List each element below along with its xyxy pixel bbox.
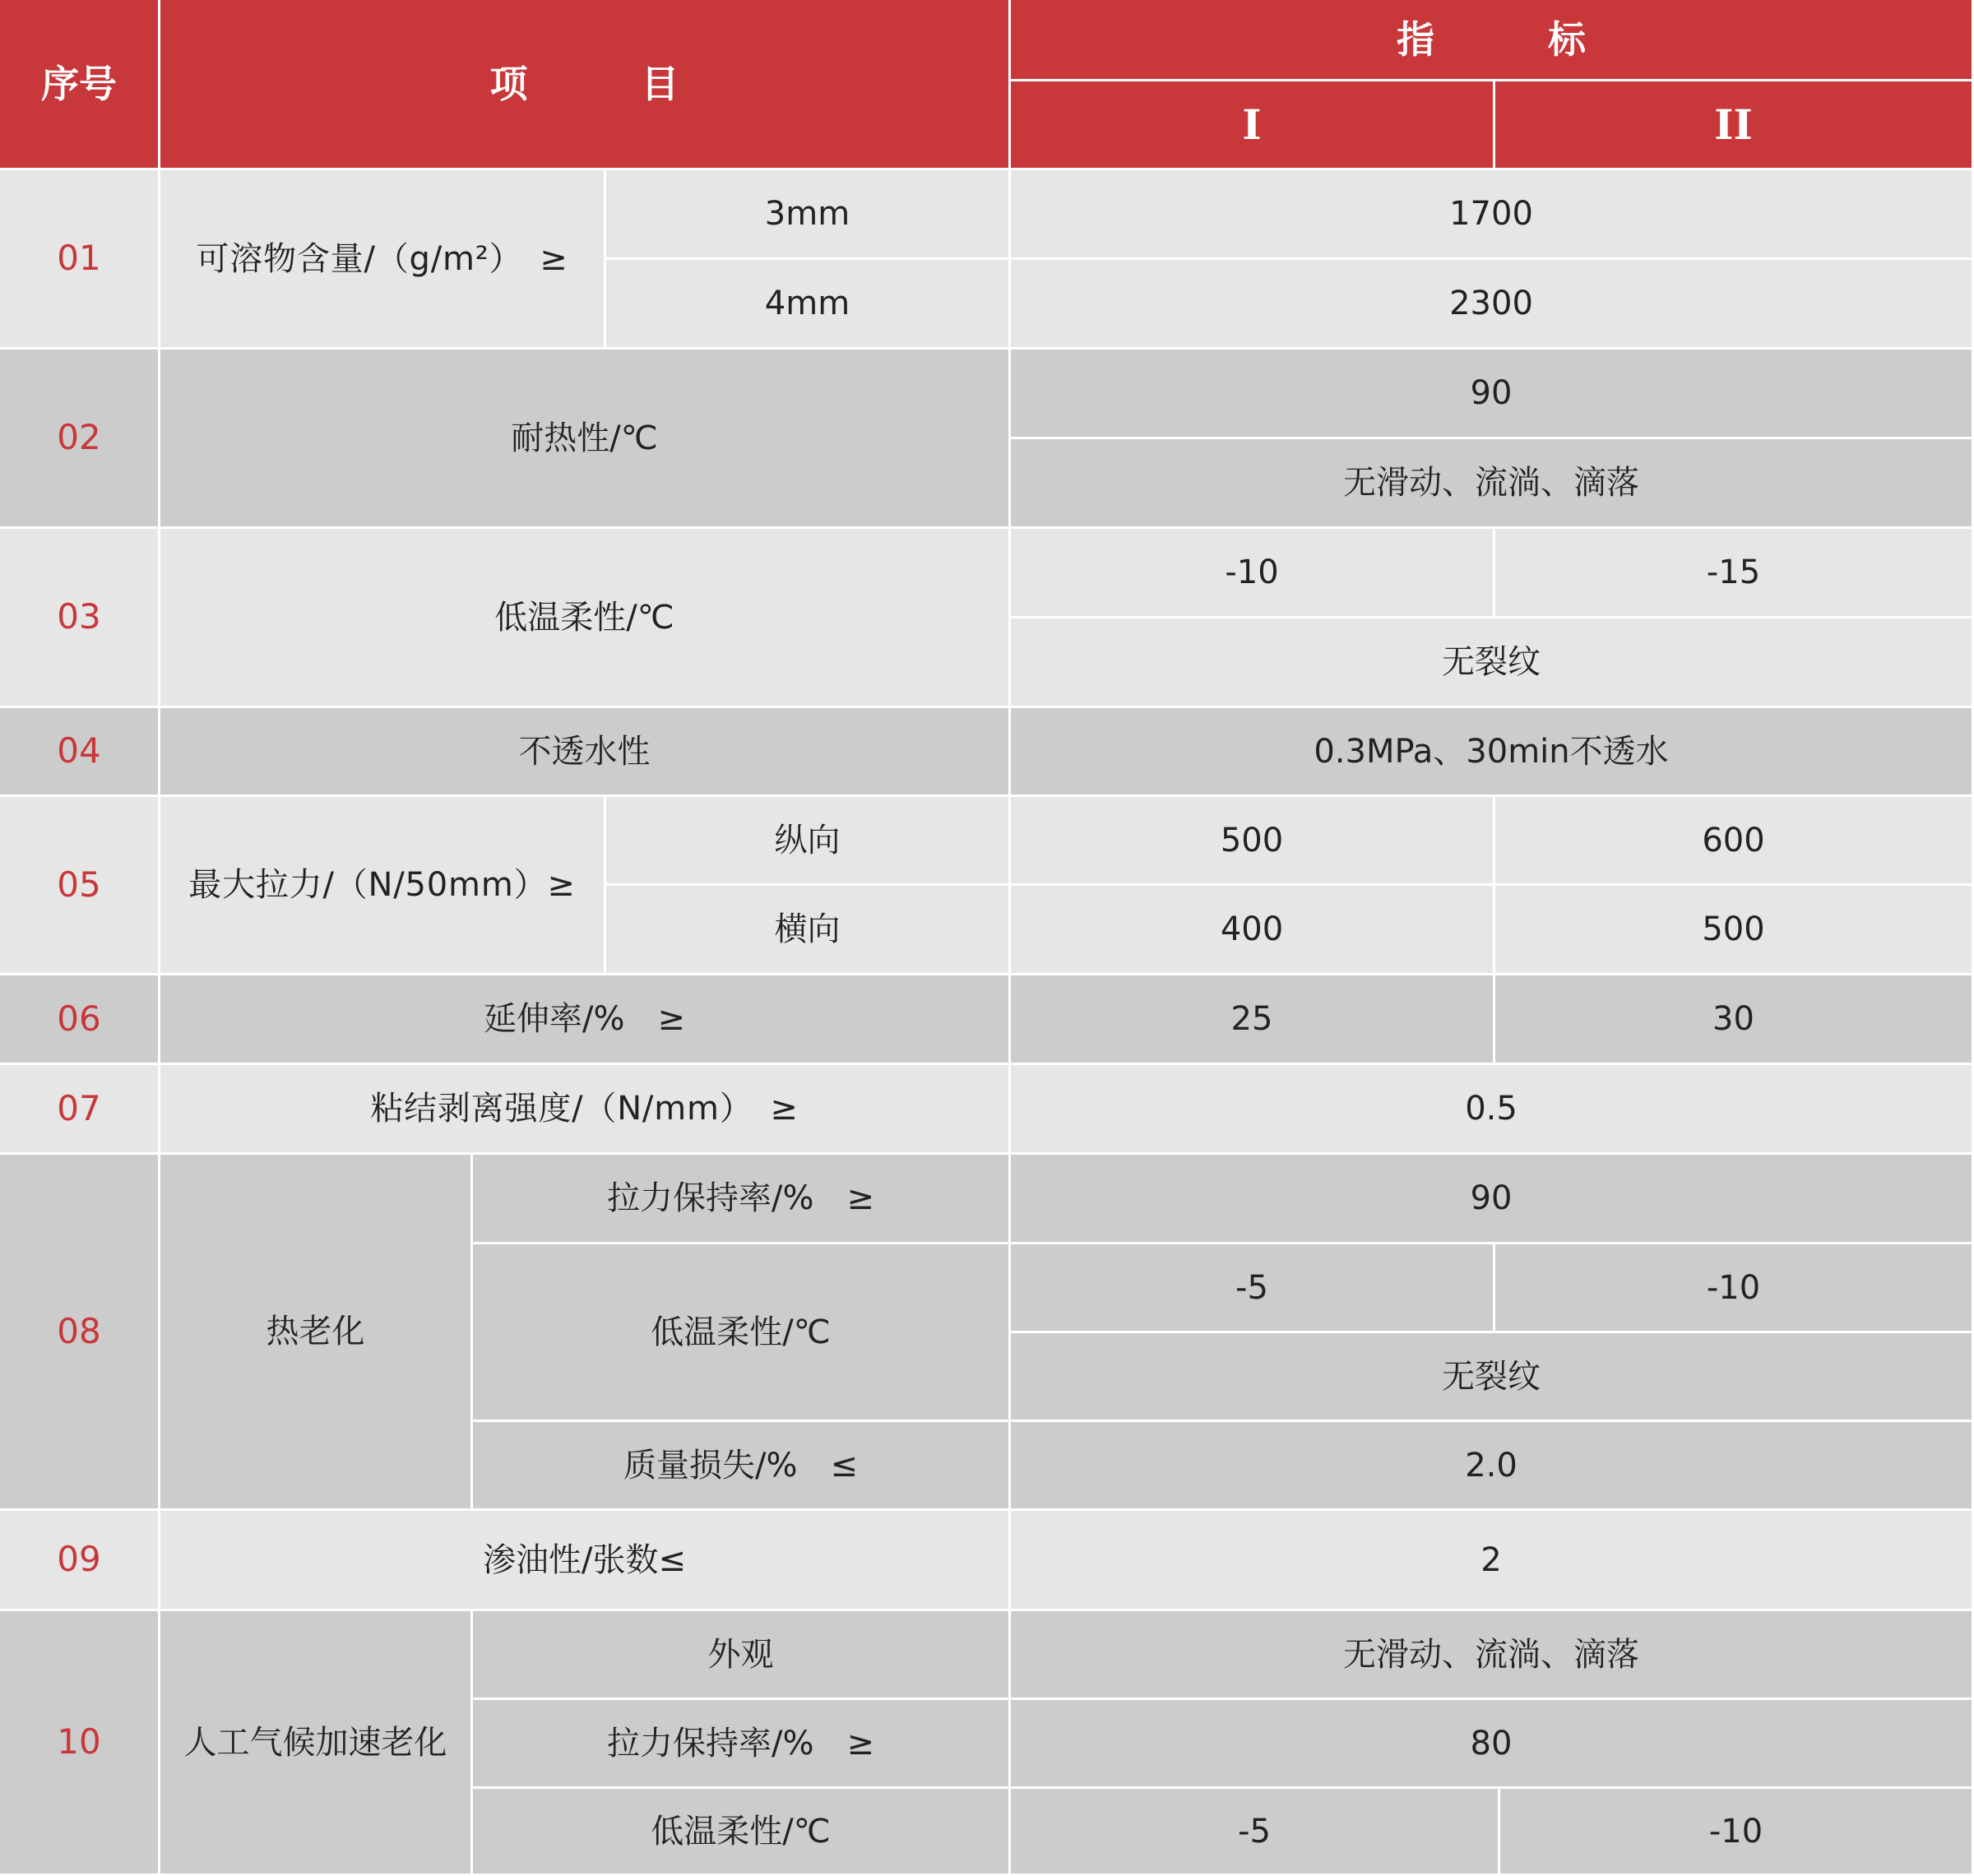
row-04-no: 04: [0, 708, 160, 797]
row-01-sub-1-value: 1700: [1011, 170, 1974, 260]
row-03-no: 03: [0, 529, 160, 708]
row-08-item: 热老化: [160, 1155, 473, 1511]
row-05-sub-1-label: 纵向: [606, 797, 1011, 886]
header-seq: 序号: [0, 0, 160, 170]
row-08-sub-3-label: 质量损失/% ≤: [473, 1422, 1011, 1511]
row-01-sub-2-value: 2300: [1011, 260, 1974, 350]
header-grade-1: I: [1011, 81, 1495, 170]
row-05-sub-2-grade-1: 400: [1011, 886, 1495, 975]
row-10-sub-2-label: 拉力保持率/% ≥: [473, 1700, 1011, 1789]
row-09-item: 渗油性/张数≤: [160, 1511, 1011, 1611]
row-02-no: 02: [0, 350, 160, 529]
row-10-sub-3-grade-1: -5: [1011, 1789, 1500, 1876]
row-10-sub-1-value: 无滑动、流淌、滴落: [1011, 1611, 1974, 1700]
row-08-sub-2-grade-2: -10: [1495, 1244, 1974, 1333]
row-10-sub-2-value: 80: [1011, 1700, 1974, 1789]
row-10-sub-3-grade-2: -10: [1500, 1789, 1974, 1876]
row-08-sub-2-note: 无裂纹: [1011, 1333, 1974, 1422]
row-04-item: 不透水性: [160, 708, 1011, 797]
row-06-item: 延伸率/% ≥: [160, 975, 1011, 1065]
row-09-value: 2: [1011, 1511, 1974, 1611]
row-03-note: 无裂纹: [1011, 618, 1974, 708]
row-04-value: 0.3MPa、30min不透水: [1011, 708, 1974, 797]
row-05-sub-2-label: 横向: [606, 886, 1011, 975]
header-item: 项 目: [160, 0, 1011, 170]
row-10-sub-1-label: 外观: [473, 1611, 1011, 1700]
row-10-item: 人工气候加速老化: [160, 1611, 473, 1876]
row-07-value: 0.5: [1011, 1065, 1974, 1155]
row-06-grade-2: 30: [1495, 975, 1974, 1065]
row-02-item: 耐热性/℃: [160, 350, 1011, 529]
row-08-sub-2-grade-1: -5: [1011, 1244, 1495, 1333]
row-06-no: 06: [0, 975, 160, 1065]
row-06-grade-1: 25: [1011, 975, 1495, 1065]
row-07-no: 07: [0, 1065, 160, 1155]
row-08-sub-2-label: 低温柔性/℃: [473, 1244, 1011, 1422]
header-index: 指 标: [1011, 0, 1974, 81]
row-01-sub-2-label: 4mm: [606, 260, 1011, 350]
row-05-sub-1-grade-1: 500: [1011, 797, 1495, 886]
row-08-no: 08: [0, 1155, 160, 1511]
row-02-note: 无滑动、流淌、滴落: [1011, 439, 1974, 529]
row-05-item: 最大拉力/（N/50mm）≥: [160, 797, 606, 975]
header-grade-2: II: [1495, 81, 1974, 170]
row-03-grade-1: -10: [1011, 529, 1495, 618]
row-05-sub-2-grade-2: 500: [1495, 886, 1974, 975]
row-03-grade-2: -15: [1495, 529, 1974, 618]
row-01-item: 可溶物含量/（g/m²） ≥: [160, 170, 606, 350]
row-05-no: 05: [0, 797, 160, 975]
row-09-no: 09: [0, 1511, 160, 1611]
row-02-value: 90: [1011, 350, 1974, 439]
row-10-no: 10: [0, 1611, 160, 1876]
row-08-sub-3-value: 2.0: [1011, 1422, 1974, 1511]
row-03-item: 低温柔性/℃: [160, 529, 1011, 708]
row-08-sub-1-value: 90: [1011, 1155, 1974, 1244]
row-10-sub-3-label: 低温柔性/℃: [473, 1789, 1011, 1876]
row-07-item: 粘结剥离强度/（N/mm） ≥: [160, 1065, 1011, 1155]
row-01-sub-1-label: 3mm: [606, 170, 1011, 260]
row-08-sub-1-label: 拉力保持率/% ≥: [473, 1155, 1011, 1244]
row-01-no: 01: [0, 170, 160, 350]
row-05-sub-1-grade-2: 600: [1495, 797, 1974, 886]
